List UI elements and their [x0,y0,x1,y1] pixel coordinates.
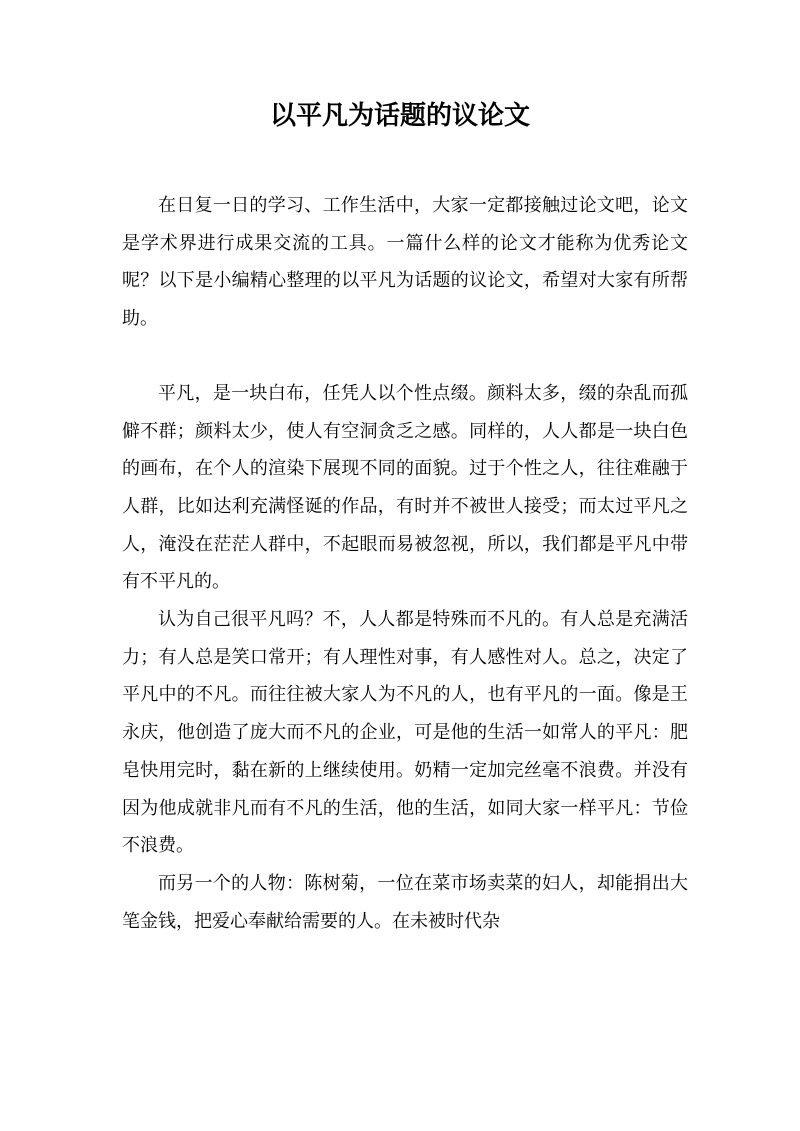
paragraph-white-canvas: 平凡，是一块白布，任凭人以个性点缀。颜料太多，缀的杂乱而孤僻不群；颜料太少，使人有空洞贪乏之感。同样的，人人都是一块白色的画布，在个人的渲染下展现不同的面貌。过于个性之人，往往难融于人群，比如达利充满怪诞的作品，有时并不被世人接受；而太过平凡之人，淹没在茫茫人群中，不起眼而易被忽视，所以，我们都是平凡中带有不平凡的。 [122,382,688,593]
document-title: 以平凡为话题的议论文 [269,101,530,131]
paragraph-intro: 在日复一日的学习、工作生活中，大家一定都接触过论文吧，论文是学术界进行成果交流的工具。一篇什么样的论文才能称为优秀论文呢？以下是小编精心整理的以平凡为话题的议论文，希望对大家有所帮助。 [122,195,688,330]
document-body [122,187,688,940]
paragraph-wang-yongqing: 认为自己很平凡吗？不，人人都是特殊而不凡的。有人总是充满活力；有人总是笑口常开；有人理性对事，有人感性对人。总之，决定了平凡中的不凡。而往往被大家人为不凡的人，也有平凡的一面。像是王永庆，他创造了庞大而不凡的企业，可是他的生活一如常人的平凡：肥皂快用完时，黏在新的上继续使用。奶精一定加完丝毫不浪费。并没有因为他成就非凡而有不凡的生活，他的生活，如同大家一样平凡：节俭不浪费。 [122,609,688,857]
paragraph-chen-shuju: 而另一个的人物：陈树菊，一位在菜市场卖菜的妇人，却能捐出大笔金钱，把爱心奉献给需要的人。在未被时代杂 [122,872,688,932]
